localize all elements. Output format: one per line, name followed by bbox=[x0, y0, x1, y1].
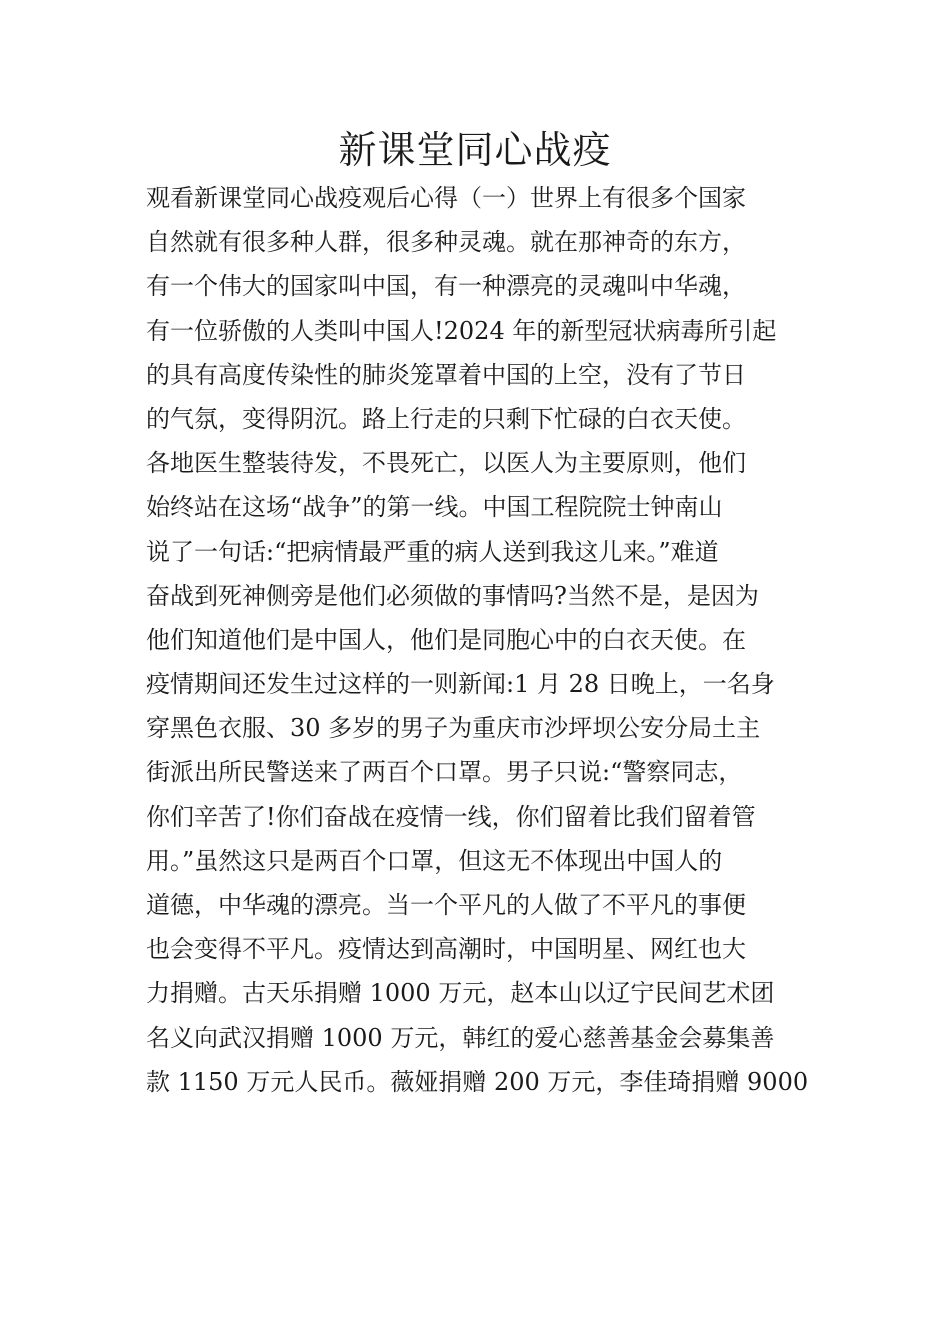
text-line: 他们知道他们是中国人，他们是同胞心中的白衣天使。在 bbox=[146, 625, 746, 654]
text-line: 有一个伟大的国家叫中国，有一种漂亮的灵魂叫中华魂， bbox=[146, 272, 746, 301]
text-line: 用。”虽然这只是两百个口罩，但这无不体现出中国人的 bbox=[146, 846, 723, 875]
text-line: 力捐赠。古天乐捐赠 1000 万元，赵本山以辽宁民间艺术团 bbox=[146, 979, 775, 1008]
text-line: 的具有高度传染性的肺炎笼罩着中国的上空，没有了节日 bbox=[146, 360, 746, 389]
text-line: 疫情期间还发生过这样的一则新闻:1 月 28 日晚上，一名身 bbox=[146, 670, 775, 699]
text-line: 有一位骄傲的人类叫中国人!2024 年的新型冠状病毒所引起 bbox=[146, 316, 777, 345]
text-line: 你们辛苦了!你们奋战在疫情一线，你们留着比我们留着管 bbox=[146, 802, 756, 831]
text-line: 名义向武汉捐赠 1000 万元，韩红的爱心慈善基金会募集善 bbox=[146, 1023, 775, 1052]
text-line: 款 1150 万元人民币。薇娅捐赠 200 万元，李佳琦捐赠 9000 bbox=[146, 1067, 809, 1096]
article-body bbox=[146, 176, 811, 1104]
text-line: 始终站在这场“战争”的第一线。中国工程院院士钟南山 bbox=[146, 493, 723, 522]
text-line: 道德，中华魂的漂亮。当一个平凡的人做了不平凡的事便 bbox=[146, 891, 746, 919]
text-line: 观看新课堂同心战疫观后心得（一）世界上有很多个国家 bbox=[146, 184, 746, 212]
text-line: 街派出所民警送来了两百个口罩。男子只说:“警察同志， bbox=[146, 758, 743, 787]
text-line: 各地医生整装待发，不畏死亡，以医人为主要原则，他们 bbox=[146, 449, 746, 478]
page-title: 新课堂同心战疫 bbox=[338, 128, 612, 172]
text-line: 说了一句话:“把病情最严重的病人送到我这儿来。”难道 bbox=[146, 537, 719, 566]
text-line: 的气氛，变得阴沉。路上行走的只剩下忙碌的白衣天使。 bbox=[146, 404, 746, 433]
text-line: 也会变得不平凡。疫情达到高潮时，中国明星、网红也大 bbox=[146, 935, 746, 964]
text-line: 自然就有很多种人群，很多种灵魂。就在那神奇的东方， bbox=[146, 228, 746, 257]
text-line: 穿黑色衣服、30 多岁的男子为重庆市沙坪坝公安分局土主 bbox=[146, 714, 761, 743]
text-line: 奋战到死神侧旁是他们必须做的事情吗?当然不是，是因为 bbox=[146, 581, 759, 610]
